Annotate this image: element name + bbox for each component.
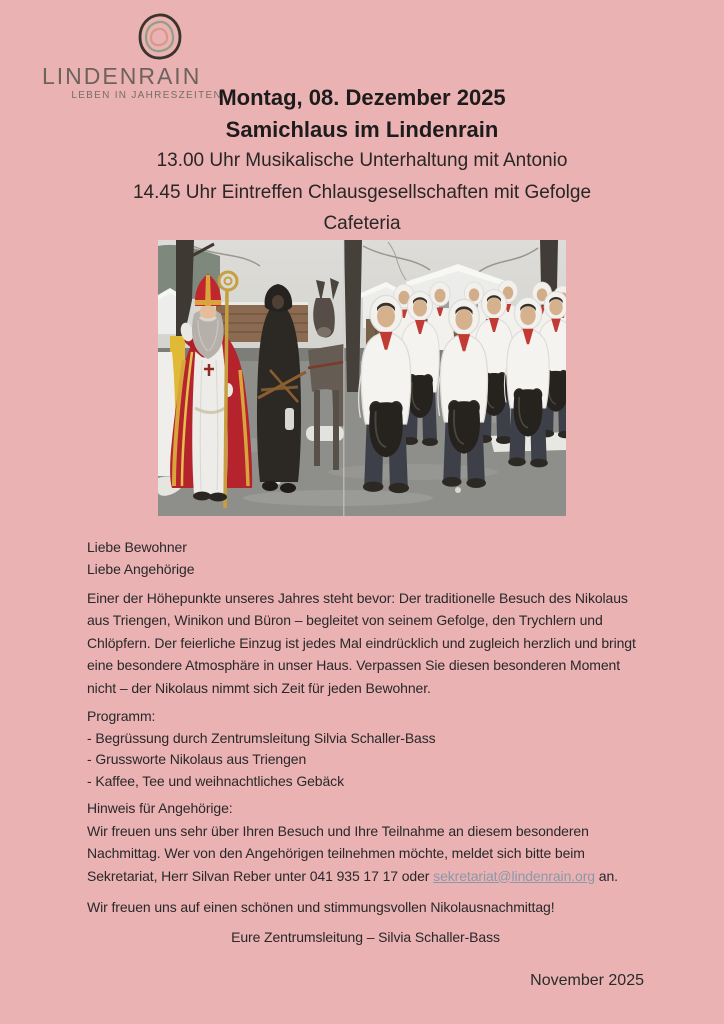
logo-tagline: LEBEN IN JAHRESZEITEN bbox=[71, 90, 222, 101]
event-date-title: Montag, 08. Dezember 2025 bbox=[218, 85, 506, 110]
program-section bbox=[87, 705, 644, 792]
program-item-3: - Kaffee, Tee und weihnachtliches Gebäck bbox=[87, 772, 344, 789]
salutation bbox=[87, 536, 644, 581]
program-list bbox=[87, 728, 644, 793]
closing-line: Wir freuen uns auf einen schönen und stimmungsvollen Nikolausnachmittag! bbox=[87, 899, 555, 915]
intro-line-1: Einer der Höhepunkte unseres Jahres steht bevor: Der traditionelle Besuch des Nikolaus bbox=[87, 589, 628, 606]
note-line-3-after: an. bbox=[594, 867, 618, 884]
letter-body bbox=[87, 536, 644, 993]
note-label: Hinweis für Angehörige: bbox=[87, 800, 233, 816]
intro-line-4: eine besondere Atmosphäre in unser Haus. Verpassen Sie diesen besonderen Moment bbox=[87, 657, 621, 673]
tree-rings-icon bbox=[137, 12, 183, 62]
note-line-3-before: Sekretariat, Herr Silvan Reber unter 041 935 17 17 oder bbox=[87, 867, 434, 884]
program-item-1: - Begrüssung durch Zentrumsleitung Silvia Schaller-Bass bbox=[87, 729, 436, 746]
intro-paragraph bbox=[87, 587, 644, 700]
intro-line-3: Chlöpfern. Der feierliche Einzug ist jedes Mal eindrücklich und zugleich herzlich und bringt bbox=[87, 634, 636, 651]
note-line-1: Wir freuen uns sehr über Ihren Besuch und Ihre Teilnahme an diesem besonderen bbox=[87, 822, 589, 839]
note-line-3 bbox=[87, 865, 644, 888]
event-name-title: Samichlaus im Lindenrain bbox=[225, 116, 499, 142]
intro-line-5: nicht – der Nikolaus nimmt sich Zeit für jeden Bewohner. bbox=[87, 679, 431, 696]
note-line-2: Nachmittag. Wer von den Angehörigen teilnehmen möchte, meldet sich bitte beim bbox=[87, 845, 585, 861]
salutation-line-2: Liebe Angehörige bbox=[87, 561, 195, 577]
lindenrain-logo bbox=[42, 12, 222, 101]
event-schedule-1: 13.00 Uhr Musikalische Unterhaltung mit Antonio bbox=[156, 150, 568, 171]
event-location: Cafeteria bbox=[323, 213, 401, 234]
program-label: Programm: bbox=[87, 708, 156, 724]
event-schedule-2: 14.45 Uhr Eintreffen Chlausgesellschaften mit Gefolge bbox=[132, 181, 592, 203]
date-footer: November 2025 bbox=[530, 972, 644, 989]
intro-line-2: aus Triengen, Winikon und Büron – begleitet von seinem Gefolge, den Trychlern und bbox=[87, 612, 603, 628]
note-section bbox=[87, 797, 644, 887]
program-item-2: - Grussworte Nikolaus aus Triengen bbox=[87, 751, 307, 767]
photo-seam bbox=[343, 240, 345, 516]
logo-name: LINDENRAIN bbox=[42, 63, 202, 89]
signature-line: Eure Zentrumsleitung – Silvia Schaller-Bass bbox=[231, 928, 500, 945]
event-photo bbox=[158, 240, 566, 516]
salutation-line-1: Liebe Bewohner bbox=[87, 538, 187, 555]
secretariat-email-link[interactable]: sekretariat@lindenrain.org bbox=[433, 867, 595, 884]
